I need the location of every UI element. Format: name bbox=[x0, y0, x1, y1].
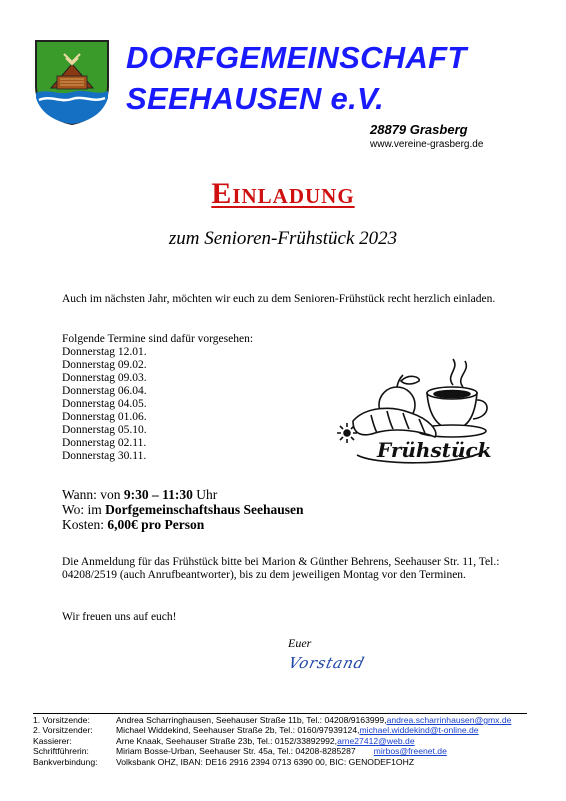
breakfast-illustration bbox=[335, 355, 495, 480]
footer-role: Schriftführerin: bbox=[33, 746, 89, 757]
organization-name-line1: DORFGEMEINSCHAFT bbox=[126, 40, 467, 75]
footer-role: 2. Vorsitzender: bbox=[33, 725, 93, 736]
intro-paragraph: Auch im nächsten Jahr, möchten wir euch zu dem Senioren-Frühstück recht herzlich einladen. bbox=[62, 293, 496, 305]
illustration-caption: Frühstück bbox=[377, 438, 492, 462]
event-time-value: 9:30 – 11:30 bbox=[123, 487, 193, 502]
date-item: Donnerstag 05.10. bbox=[62, 424, 147, 436]
event-time-suffix: Uhr bbox=[192, 487, 218, 502]
footer-role: Bankverbindung: bbox=[33, 756, 98, 767]
footer-email-link[interactable]: mirbos@freenet.de bbox=[373, 746, 447, 757]
event-location-value: Dorfgemeinschaftshaus Seehausen bbox=[105, 502, 304, 517]
footer-detail: Volksbank OHZ, IBAN: DE16 2916 2394 0713 6390 00, BIC: GENODEF1OHZ bbox=[116, 756, 415, 767]
footer-row bbox=[33, 736, 511, 746]
footer-email-link[interactable]: arne27412@web.de bbox=[337, 735, 415, 746]
date-item: Donnerstag 06.04. bbox=[62, 385, 147, 397]
footer-email-link[interactable]: andrea.scharrinhausen@gmx.de bbox=[386, 715, 512, 725]
closing-sentence: Wir freuen uns auf euch! bbox=[62, 611, 177, 623]
footer-divider bbox=[33, 713, 527, 714]
date-item: Donnerstag 09.02. bbox=[62, 359, 147, 371]
footer-row bbox=[33, 715, 511, 725]
event-location bbox=[62, 502, 304, 517]
footer-detail: Michael Widdekind, Seehauser Straße 2b, Tel.: 0160/97939124, bbox=[116, 725, 360, 736]
signature-vorstand: Vorstand bbox=[286, 654, 367, 672]
postal-city: 28879 Grasberg bbox=[370, 122, 468, 137]
event-cost-label: Kosten: bbox=[62, 517, 108, 532]
invitation-title-text: Einladung bbox=[211, 177, 355, 210]
date-item: Donnerstag 12.01. bbox=[62, 346, 147, 358]
registration-paragraph: Die Anmeldung für das Frühstück bitte bei Marion & Günther Behrens, Seehauser Str. 11, Tel.: 04208/2519 (auch Anrufbeantworter), bis zu dem jeweiligen Montag vor den Terminen. bbox=[62, 556, 500, 581]
footer-row bbox=[33, 725, 511, 735]
event-cost-value: 6,00€ pro Person bbox=[107, 517, 205, 532]
footer-row bbox=[33, 746, 511, 756]
footer-role: Kassierer: bbox=[33, 735, 72, 746]
footer-contacts bbox=[33, 715, 511, 767]
event-time bbox=[62, 487, 217, 502]
footer-role: 1. Vorsitzende: bbox=[33, 715, 90, 725]
date-item: Donnerstag 04.05. bbox=[62, 398, 147, 410]
signature-greeting: Euer bbox=[288, 636, 312, 650]
footer-email-link[interactable]: michael.widdekind@t-online.de bbox=[359, 725, 479, 736]
date-item: Donnerstag 01.06. bbox=[62, 411, 147, 423]
date-item: Donnerstag 02.11. bbox=[62, 437, 147, 449]
footer-detail: Andrea Scharringhausen, Seehauser Straße 11b, Tel.: 04208/9163999, bbox=[116, 715, 387, 725]
invitation-subtitle: zum Senioren-Frühstück 2023 bbox=[168, 228, 398, 249]
date-item: Donnerstag 30.11. bbox=[62, 450, 147, 462]
coat-of-arms-logo bbox=[33, 38, 111, 126]
footer-row bbox=[33, 757, 511, 767]
invitation-title bbox=[0, 177, 566, 211]
event-time-label: Wann: von bbox=[62, 487, 124, 502]
dates-list bbox=[62, 346, 147, 463]
footer-detail: Miriam Bosse-Urban, Seehauser Str. 45a, Tel.: 04208-8285287 bbox=[116, 746, 356, 757]
event-cost bbox=[62, 517, 204, 532]
footer-detail: Arne Knaak, Seehauser Straße 23b, Tel.: 0152/33892992, bbox=[116, 735, 338, 746]
event-location-label: Wo: im bbox=[62, 502, 106, 517]
website-text: www.vereine-grasberg.de bbox=[370, 139, 484, 150]
organization-name-line2: SEEHAUSEN e.V. bbox=[126, 81, 385, 116]
date-item: Donnerstag 09.03. bbox=[62, 372, 147, 384]
dates-heading: Folgende Termine sind dafür vorgesehen: bbox=[62, 333, 254, 345]
